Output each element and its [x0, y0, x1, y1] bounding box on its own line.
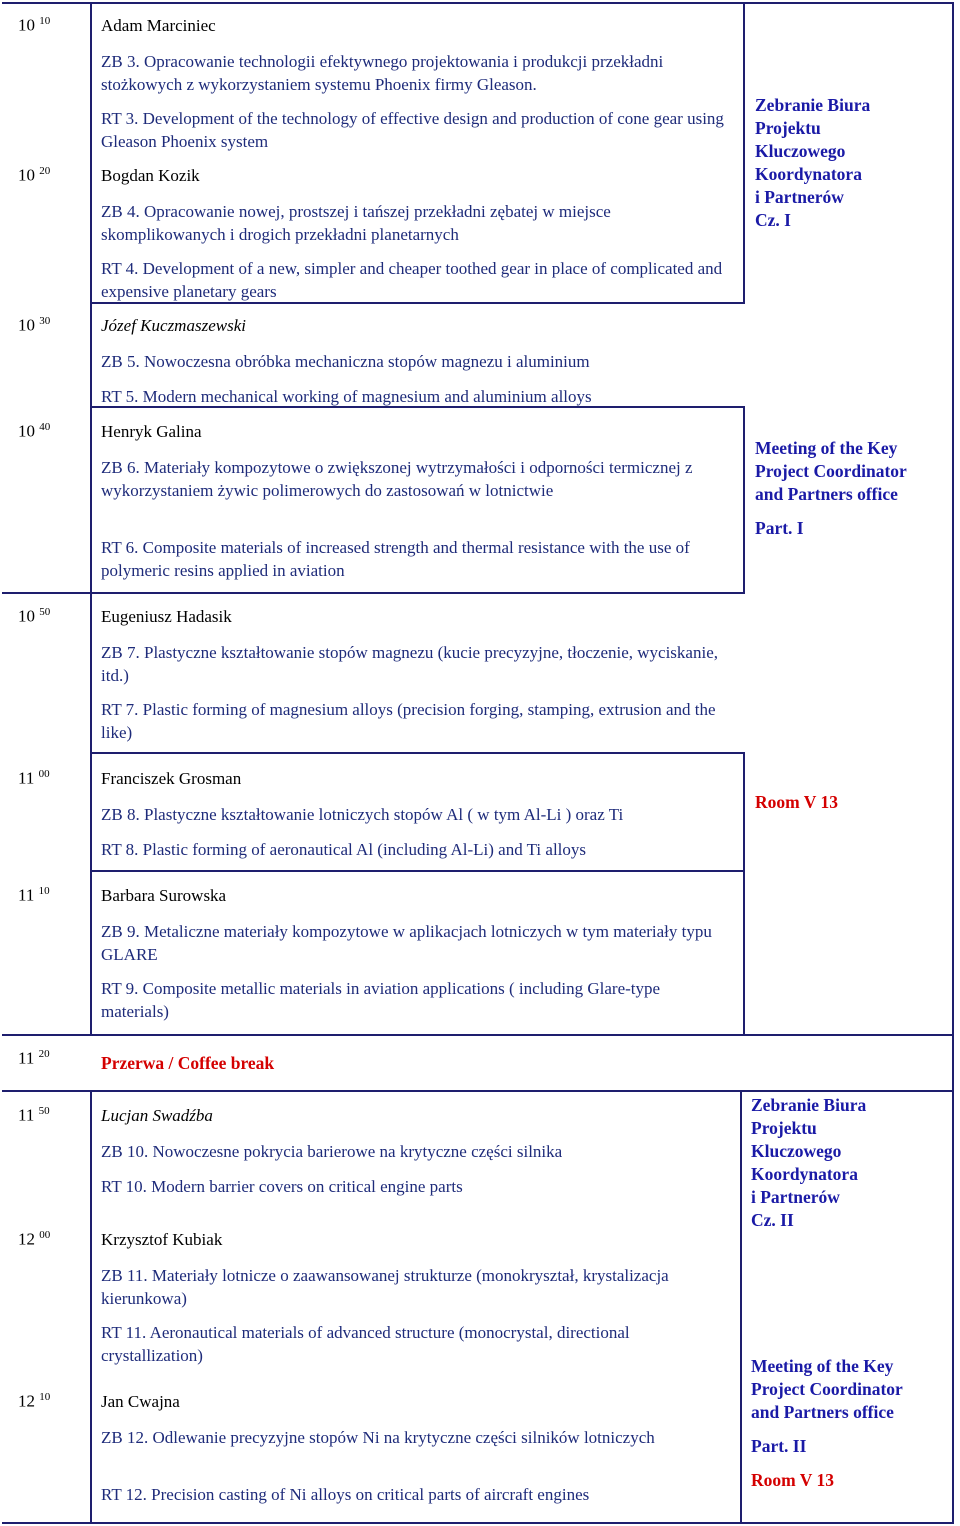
column-divider [743, 752, 745, 1034]
speaker-name: Krzysztof Kubiak [101, 1230, 223, 1249]
room-label: Room V 13 [755, 792, 838, 812]
talk-title-pl: ZB 7. Plastyczne kształtowanie stopów magnezu (kucie precyzyjne, tłoczenie, wyciskanie, itd.) [101, 643, 718, 685]
speaker-name: Jan Cwajna [101, 1392, 180, 1411]
table-border [2, 1522, 954, 1524]
slot-time: 12 $^{00}$ [18, 1229, 51, 1249]
speaker-name: Józef Kuczmaszewski [101, 316, 246, 335]
slot-time: 12 $^{10}$ [18, 1391, 51, 1411]
session-label-pl-part1: Zebranie Biura Projektu Kluczowego Koordynatora i Partnerów Cz. I [755, 95, 871, 230]
speaker-name: Franciszek Grosman [101, 769, 242, 788]
talk-title-pl: ZB 9. Metaliczne materiały kompozytowe w aplikacjach lotniczych w tym materiały typu GLARE [101, 922, 712, 964]
column-divider [743, 2, 745, 302]
talk-title-en: RT 7. Plastic forming of magnesium alloys (precision forging, stamping, extrusion and the like) [101, 700, 716, 742]
row-divider [90, 752, 745, 754]
column-divider [740, 1090, 742, 1524]
speaker-name: Adam Marciniec [101, 16, 216, 35]
speaker-name: Barbara Surowska [101, 886, 227, 905]
row-divider [90, 870, 745, 872]
talk-title-pl: ZB 12. Odlewanie precyzyjne stopów Ni na krytyczne części silników lotniczych [101, 1428, 655, 1447]
talk-title-pl: ZB 4. Opracowanie nowej, prostszej i tańszej przekładni zębatej w miejsce skomplikowanych i drogich przekładni planetarnych [101, 202, 611, 244]
talk-title-en: RT 9. Composite metallic materials in aviation applications ( including Glare-type materials) [101, 979, 661, 1021]
table-border [2, 2, 954, 4]
column-divider [743, 406, 745, 592]
coffee-break-label: Przerwa / Coffee break [101, 1053, 275, 1073]
talk-title-en: RT 8. Plastic forming of aeronautical Al (including Al-Li) and Ti alloys [101, 840, 587, 859]
column-divider [90, 2, 92, 1036]
slot-time: 10 $^{10}$ [18, 15, 51, 35]
row-divider [2, 592, 745, 594]
talk-title-en: RT 11. Aeronautical materials of advanced structure (monocrystal, directional crystallization) [101, 1323, 630, 1365]
session-label-en-part2: Meeting of the Key Project Coordinator and Partners office Part. II [751, 1356, 903, 1456]
break-time: 11 $^{20}$ [18, 1048, 50, 1068]
slot-time: 10 $^{40}$ [18, 421, 51, 441]
column-divider [90, 1090, 92, 1524]
talk-title-en: RT 10. Modern barrier covers on critical engine parts [101, 1177, 463, 1196]
talk-title-pl: ZB 3. Opracowanie technologii efektywnego projektowania i produkcji przekładni stożkowych z wykorzystaniem systemu Phoenix firmy Gleason. [101, 52, 664, 94]
talk-title-en: RT 12. Precision casting of Ni alloys on critical parts of aircraft engines [101, 1485, 590, 1504]
row-divider [2, 1090, 954, 1092]
slot-time: 10 $^{50}$ [18, 606, 51, 626]
talk-title-pl: ZB 10. Nowoczesne pokrycia barierowe na krytyczne części silnika [101, 1142, 563, 1161]
talk-title-en: RT 3. Development of the technology of effective design and production of cone gear using Gleason Phoenix system [101, 109, 724, 151]
talk-title-en: RT 4. Development of a new, simpler and cheaper toothed gear in place of complicated and expensive planetary gears [101, 259, 723, 301]
row-divider [2, 1034, 954, 1036]
talk-title-pl: ZB 5. Nowoczesna obróbka mechaniczna stopów magnezu i aluminium [101, 352, 590, 371]
table-border [952, 2, 954, 1524]
speaker-name: Eugeniusz Hadasik [101, 607, 232, 626]
session-label-en-part1: Meeting of the Key Project Coordinator and Partners office Part. I [755, 438, 907, 538]
talk-title-en: RT 5. Modern mechanical working of magnesium and aluminium alloys [101, 387, 592, 406]
talk-title-pl: ZB 8. Plastyczne kształtowanie lotniczych stopów Al ( w tym Al-Li ) oraz Ti [101, 805, 624, 824]
speaker-name: Lucjan Swadźba [101, 1106, 213, 1125]
talk-title-en: RT 6. Composite materials of increased strength and thermal resistance with the use of polymeric resins applied in aviation [101, 538, 690, 580]
talk-title-pl: ZB 6. Materiały kompozytowe o zwiększonej wytrzymałości i odporności termicznej z wykorzystaniem żywic polimerowych do zastosowań w lotnictwie [101, 458, 693, 500]
session-label-pl-part2: Zebranie Biura Projektu Kluczowego Koordynatora i Partnerów Cz. II [751, 1095, 867, 1230]
slot-time: 10 $^{20}$ [18, 165, 51, 185]
slot-time: 11 $^{10}$ [18, 885, 50, 905]
slot-time: 11 $^{00}$ [18, 768, 50, 788]
speaker-name: Henryk Galina [101, 422, 202, 441]
slot-time: 10 $^{30}$ [18, 315, 51, 335]
room-label: Room V 13 [751, 1470, 834, 1490]
talk-title-pl: ZB 11. Materiały lotnicze o zaawansowanej strukturze (monokryształ, krystalizacja kierunkowa) [101, 1266, 669, 1308]
slot-time: 11 $^{50}$ [18, 1105, 50, 1125]
speaker-name: Bogdan Kozik [101, 166, 200, 185]
